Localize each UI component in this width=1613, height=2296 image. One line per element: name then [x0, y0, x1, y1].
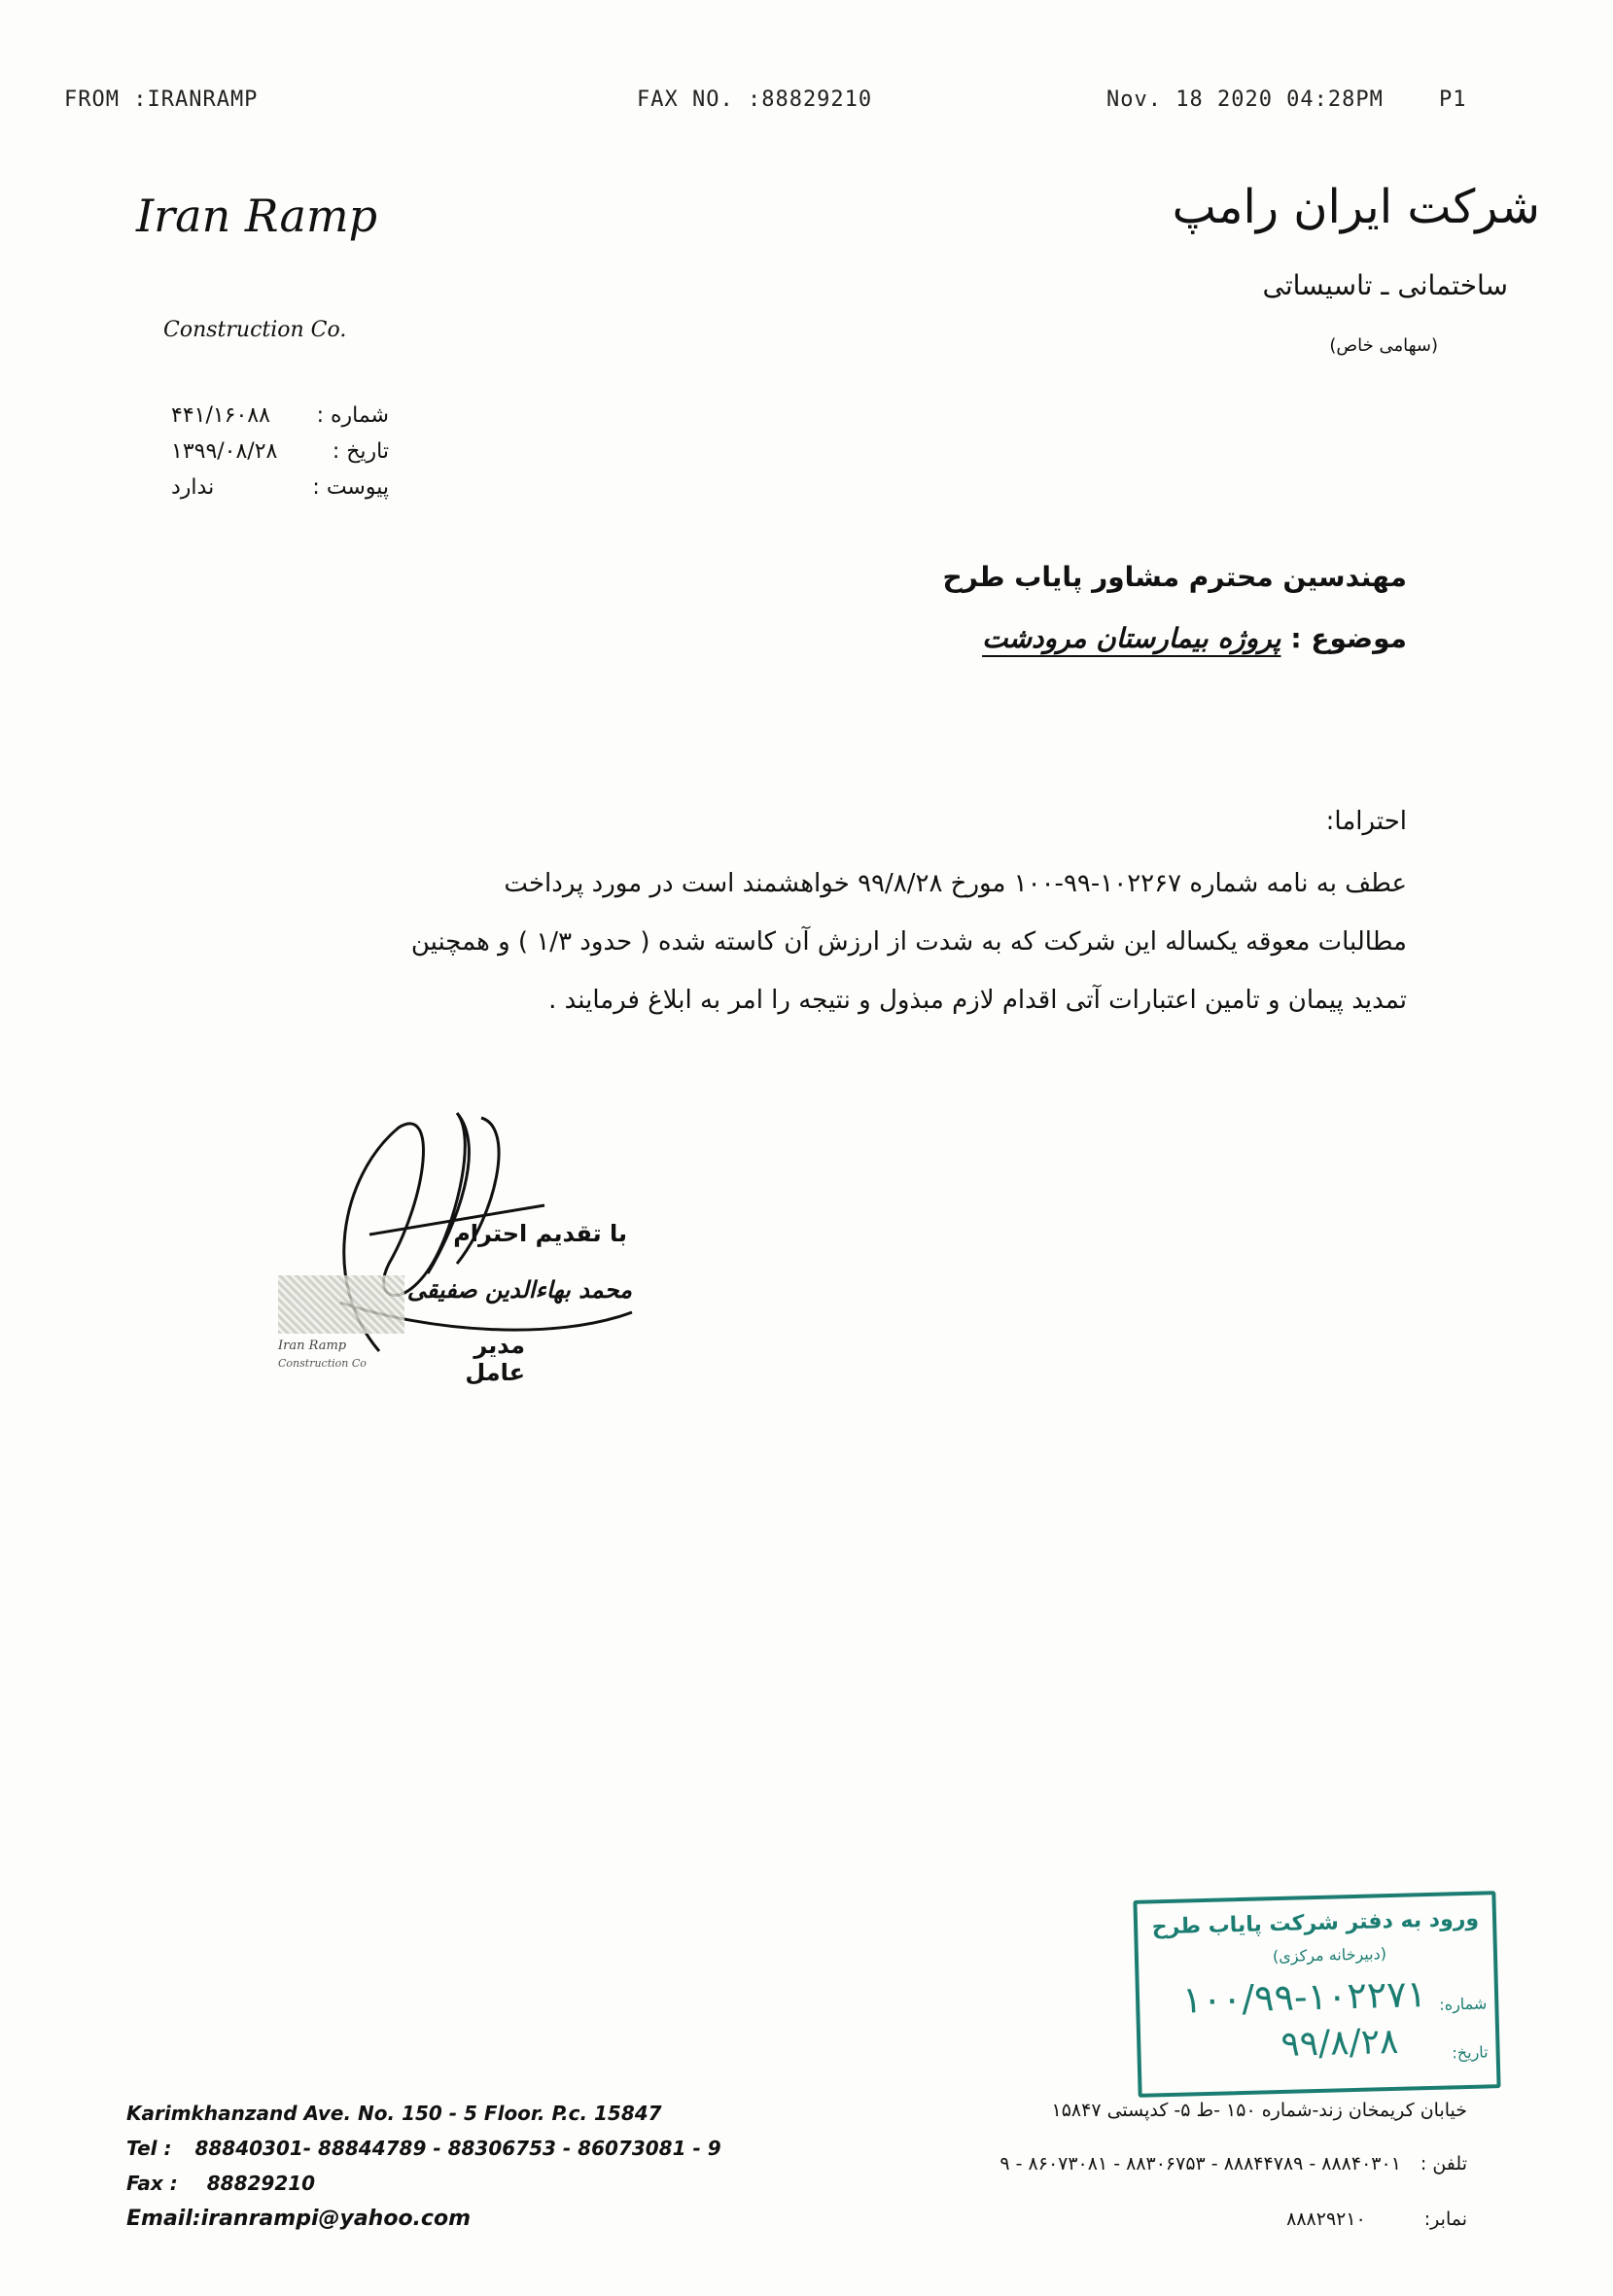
footer-fax-fa [1286, 2209, 1467, 2230]
seal-en: Iran Ramp [278, 1339, 347, 1353]
stamp-subtitle: (دبیرخانه مرکزی) [1272, 1944, 1387, 1966]
closing: با تقدیم احترام [453, 1220, 627, 1247]
date-value: ۱۳۹۹/۰۸/۲۸ [171, 439, 278, 464]
number-value: ۴۴۱/۱۶۰۸۸ [171, 403, 270, 428]
logo-fa-name: شرکت ایران رامپ [1172, 180, 1540, 234]
subject-label: موضوع : [1290, 622, 1407, 654]
signer-name: محمد بهاءالدین صفیقی [406, 1276, 632, 1304]
date-label: تاریخ : [332, 439, 389, 464]
logo-fa-type: (سهامی خاص) [1329, 335, 1438, 356]
logo-en-name: Iran Ramp [136, 190, 378, 242]
recipient: مهندسین محترم مشاور پایاب طرح [942, 561, 1407, 593]
attachment-label: پیوست : [312, 475, 389, 500]
logo-fa-sub: ساختمانی ـ تاسیساتی [1262, 269, 1508, 301]
footer-fax-en [126, 2172, 315, 2195]
footer-tel-en [126, 2137, 721, 2160]
logo-en-sub: Construction Co. [163, 318, 347, 342]
subject [982, 622, 1407, 654]
seal-sub: Construction Co [278, 1357, 367, 1370]
fax-datetime: Nov. 18 2020 04:28PM [1106, 87, 1384, 112]
footer-address-fa: خیابان کریمخان زند-شماره ۱۵۰ -ط ۵- کدپستی ۱۵۸۴۷ [1051, 2100, 1467, 2121]
fax-page: P1 [1439, 87, 1467, 112]
fax-label-en: Fax : [126, 2172, 178, 2195]
letter-body [269, 863, 1407, 1021]
footer-address-en: Karimkhanzand Ave. No. 150 - 5 Floor. P.c. 15847 [126, 2102, 662, 2125]
footer-tel-fa [999, 2153, 1467, 2174]
received-stamp [1133, 1891, 1500, 2098]
stamp-number-label: شماره: [1439, 1994, 1488, 2014]
signer-title: مدیر عامل [465, 1332, 525, 1386]
stamp-title: ورود به دفتر شرکت پایاب طرح [1151, 1906, 1480, 1940]
tel-value-fa: ۸۸۸۴۰۳۰۱ - ۸۸۸۴۴۷۸۹ - ۸۸۳۰۶۷۵۳ - ۸۶۰۷۳۰۸۱ - ۹ [999, 2153, 1401, 2174]
stamp-number-value: ۱۰۰/۹۹-۱۰۲۲۷۱ [1181, 1972, 1427, 2022]
footer-email[interactable]: Email:iranrampi@yahoo.com [126, 2207, 471, 2231]
fax-label-fa: نمابر: [1423, 2209, 1467, 2230]
fax-value-en: 88829210 [206, 2172, 316, 2195]
body-line: عطف به نامه شماره ۱۰۲۲۶۷-۹۹-۱۰۰ مورخ ۹۹/۸/۲۸ خواهشمند است در مورد پرداخت [504, 869, 1407, 898]
subject-value: پروژه بیمارستان مرودشت [982, 622, 1281, 654]
stamp-date-value: ۹۹/۸/۲۸ [1280, 2021, 1399, 2065]
letter-meta [136, 403, 389, 500]
tel-label-fa: تلفن : [1420, 2153, 1467, 2174]
body-line: مطالبات معوقه یکساله این شرکت که به شدت از ارزش آن کاسته شده ( حدود ۱/۳ ) و همچنین [410, 927, 1407, 957]
tel-value-en: 88840301- 88844789 - 88306753 - 86073081 - 9 [194, 2137, 721, 2160]
stamp-date-label: تاریخ: [1452, 2042, 1489, 2063]
fax-value-fa: ۸۸۸۲۹۲۱۰ [1286, 2209, 1366, 2230]
number-label: شماره : [316, 403, 389, 428]
tel-label-en: Tel : [126, 2137, 172, 2160]
attachment-value: ندارد [171, 475, 215, 500]
fax-from: FROM :IRANRAMP [64, 87, 259, 112]
body-line: تمدید پیمان و تامین اعتبارات آتی اقدام لازم مبذول و نتیجه را امر به ابلاغ فرمایند . [548, 986, 1407, 1015]
fax-number: FAX NO. :88829210 [637, 87, 873, 112]
salutation: احتراما: [1325, 807, 1407, 836]
